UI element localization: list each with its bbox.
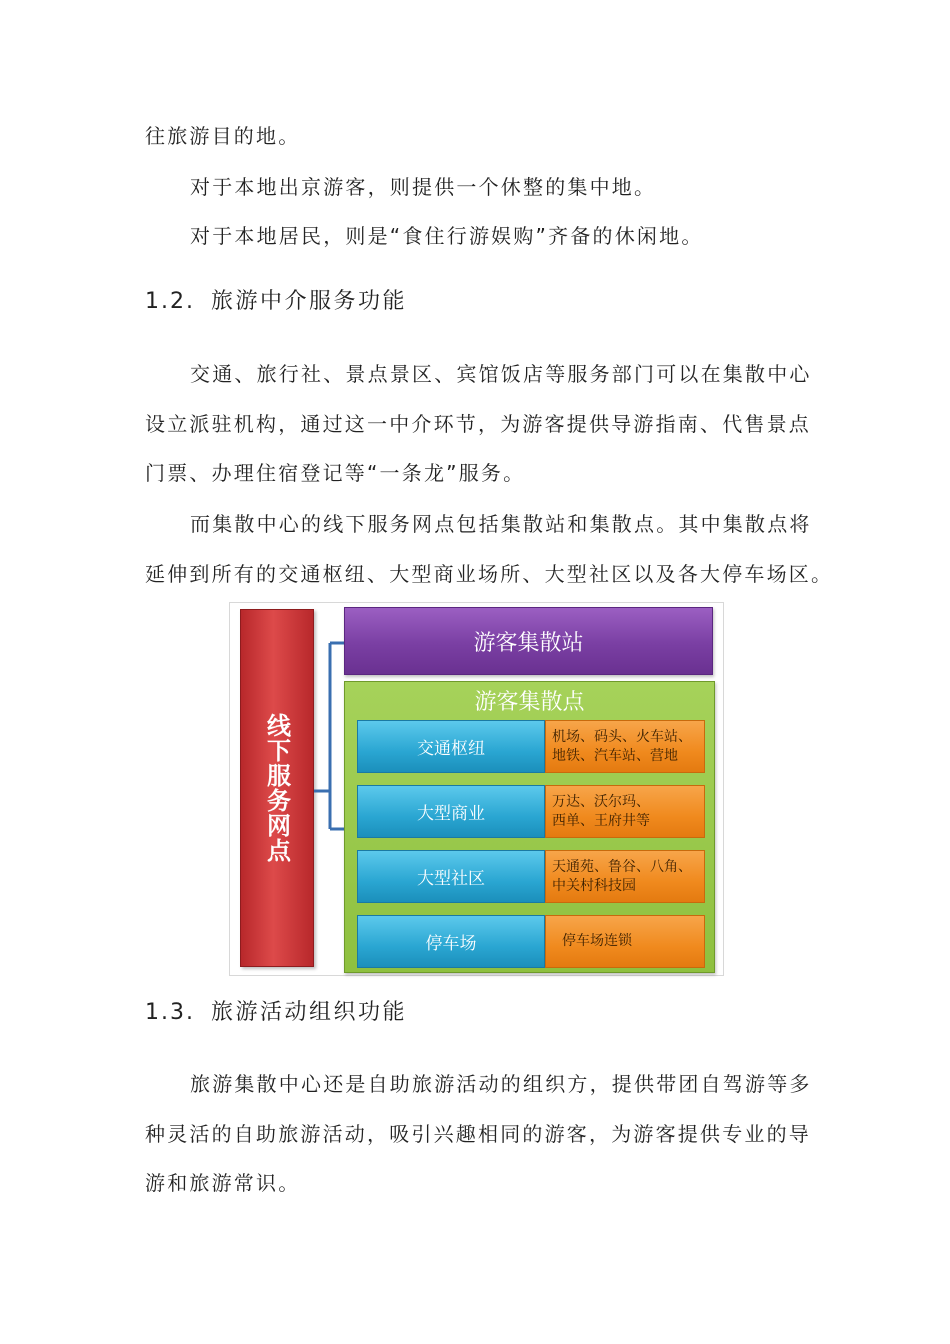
detail-box [545,850,705,903]
offline-network-label: 线下服务网点 [262,713,291,863]
tourist-point-label: 游客集散点 [474,689,585,715]
paragraph-line: 交通、旅行社、景点景区、宾馆饭店等服务部门可以在集散中心 [190,362,812,386]
section-number: 1.2. [145,289,195,314]
paragraph-line: 游和旅游常识。 [145,1171,301,1195]
detail-line: 西单、王府井等 [552,812,650,829]
category-box: 大型社区 [357,850,545,903]
paragraph-line: 设立派驻机构，通过这一中介环节，为游客提供导游指南、代售景点 [145,412,811,436]
detail-line: 天通苑、鲁谷、八角、 [552,858,692,875]
detail-box [545,785,705,838]
detail-line: 地铁、汽车站、营地 [552,747,678,764]
service-network-diagram [229,602,724,976]
offline-network-bar [240,609,314,967]
paragraph-line: 种灵活的自助旅游活动，吸引兴趣相同的游客，为游客提供专业的导 [145,1122,811,1146]
tourist-station-box [344,607,713,675]
detail-line: 万达、沃尔玛、 [552,793,650,810]
detail-box [545,720,705,773]
section-heading-1-3 [145,998,407,1028]
section-title: 旅游活动组织功能 [211,1000,408,1025]
category-box: 大型商业 [357,785,545,838]
category-box: 停车场 [357,915,545,968]
detail-box [545,915,705,968]
paragraph-line: 延伸到所有的交通枢纽、大型商业场所、大型社区以及各大停车场区。 [145,562,834,586]
paragraph-line: 而集散中心的线下服务网点包括集散站和集散点。其中集散点将 [190,512,812,536]
paragraph-line: 对于本地居民，则是“食住行游娱购”齐备的休闲地。 [190,224,704,248]
section-heading-1-2 [145,287,407,317]
paragraph-line: 旅游集散中心还是自助旅游活动的组织方，提供带团自驾游等多 [190,1072,812,1096]
tourist-point-panel [344,681,715,973]
paragraph-line: 往旅游目的地。 [145,124,301,148]
detail-line: 中关村科技园 [552,877,636,894]
connector-bracket [314,603,346,975]
paragraph-line: 门票、办理住宿登记等“一条龙”服务。 [145,461,526,485]
paragraph-line: 对于本地出京游客，则提供一个休整的集中地。 [190,175,657,199]
detail-line: 机场、码头、火车站、 [552,728,692,745]
tourist-station-label: 游客集散站 [473,630,584,656]
detail-line: 停车场连锁 [562,933,632,949]
section-title: 旅游中介服务功能 [211,289,408,314]
category-box: 交通枢纽 [357,720,545,773]
section-number: 1.3. [145,1000,195,1025]
